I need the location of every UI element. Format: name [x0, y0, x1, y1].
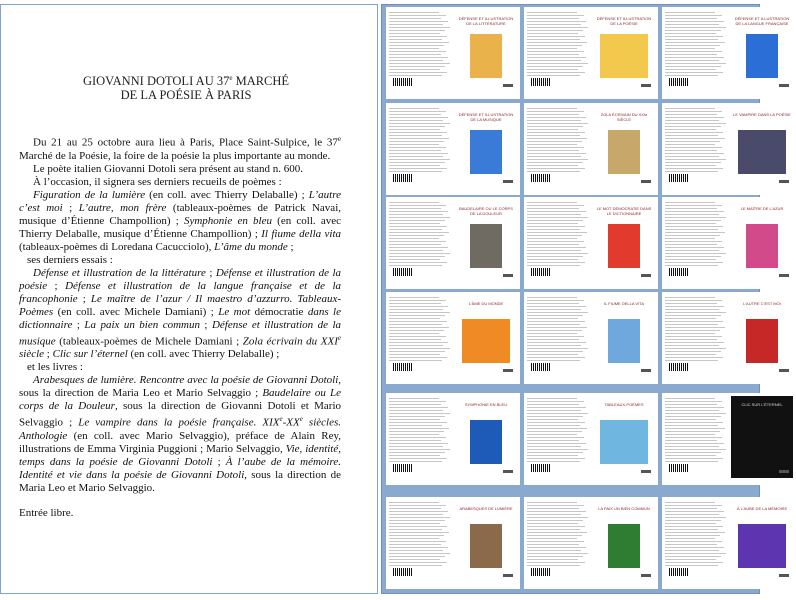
book-front-cover — [455, 10, 517, 92]
paragraph-intro — [19, 133, 341, 163]
book-front-cover — [593, 106, 655, 188]
title-line-2: DE LA POÉSIE À PARIS — [120, 88, 252, 103]
book-cover-tile[interactable] — [662, 497, 796, 589]
publisher-logo-icon — [779, 574, 789, 577]
book-back-cover — [527, 396, 589, 478]
publisher-logo-icon — [503, 574, 513, 577]
title-superscript: e — [229, 74, 233, 82]
document-body — [19, 133, 341, 520]
barcode-icon — [669, 568, 689, 576]
essays-run: dans le dictionnaire — [19, 305, 341, 331]
poems-run: L’autre c’est moi — [19, 188, 341, 214]
book-cover-tile[interactable] — [524, 497, 658, 589]
book-front-cover — [731, 10, 793, 92]
publisher-logo-icon — [779, 84, 789, 87]
essays-run: Le maître de l’azur / Il maestro d’azzurro. Tableaux-Poèmes — [19, 292, 341, 318]
poems-run: (tableaux-poèmes de Patrick Navai, musique d’Étienne Champollion) ; — [19, 201, 342, 227]
book-cover-title: TABLEAUX-POÈMES — [604, 402, 644, 407]
book-front-cover — [455, 200, 517, 282]
essays-run: Défense et illustration de la langue française et de la francophonie — [19, 279, 341, 305]
publisher-logo-icon — [779, 274, 789, 277]
publisher-logo-icon — [503, 274, 513, 277]
book-cover-title: LE MAÎTRE DE L’AZUR — [740, 206, 784, 211]
book-cover-title: LA PAIX UN BIEN COMMUN — [598, 506, 650, 511]
poems-run: ; — [62, 201, 79, 214]
cover-artwork-image — [608, 319, 640, 363]
book-cover-title: DÉFENSE ET ILLUSTRATION DE LA MUSIQUE — [458, 112, 514, 122]
cover-artwork-image — [738, 130, 786, 174]
publisher-logo-icon — [779, 369, 789, 372]
book-cover-tile[interactable] — [386, 197, 520, 289]
book-cover-tile[interactable] — [524, 393, 658, 485]
book-cover-title: DÉFENSE ET ILLUSTRATION DE LA LITTÉRATURE — [458, 16, 514, 26]
publisher-logo-icon — [641, 574, 651, 577]
book-cover-tile[interactable] — [662, 393, 796, 485]
barcode-icon — [669, 363, 689, 371]
cover-artwork-image — [470, 420, 502, 464]
book-cover-title: ARABESQUES DE LUMIÈRE — [459, 506, 513, 511]
paragraph-entry: Entrée libre. — [19, 506, 74, 519]
essay-list — [19, 267, 341, 362]
book-back-cover — [389, 10, 451, 92]
book-cover-title: ZOLA ÉCRIVAIN DU XXIe SIÈCLE — [600, 112, 648, 122]
book-back-cover — [665, 200, 727, 282]
essays-run: Zola écrivain du XXI — [242, 335, 338, 348]
book-front-cover — [593, 10, 655, 92]
book-cover-tile[interactable] — [662, 197, 796, 289]
essays-run: Défense et illustration de la poésie — [19, 266, 341, 292]
book-cover-title: DÉFENSE ET ILLUSTRATION DE LA POÉSIE — [596, 16, 652, 26]
book-cover-tile[interactable] — [524, 103, 658, 195]
publisher-logo-icon — [503, 180, 513, 183]
book-back-cover — [527, 106, 589, 188]
barcode-icon — [669, 174, 689, 182]
cover-artwork-image — [470, 224, 502, 268]
books-run: Arabesques de lumière. Rencontre avec la poésie de Giovanni Dotoli — [33, 374, 339, 387]
book-front-cover — [731, 396, 793, 478]
book-front-cover — [731, 500, 793, 582]
cover-artwork-image — [600, 420, 648, 464]
publisher-logo-icon — [641, 274, 651, 277]
essays-run: ; — [77, 292, 91, 305]
books-run: Vie, identité, temps dans la poésie de Giovanni Dotoli — [19, 442, 341, 468]
essays-run: Clic sur l’éternel — [52, 348, 128, 361]
essays-run: démocratie — [254, 305, 304, 318]
essays-run: (en coll. avec Thierry Delaballe) ; — [127, 348, 280, 361]
book-cover-tile[interactable] — [524, 292, 658, 384]
book-front-cover — [731, 200, 793, 282]
book-cover-tile[interactable] — [662, 103, 796, 195]
books-run: Baudelaire ou Le corps de la Douleur — [19, 387, 341, 413]
book-back-cover — [389, 106, 451, 188]
book-cover-tile[interactable] — [524, 7, 658, 99]
barcode-icon — [669, 268, 689, 276]
book-cover-tile[interactable] — [524, 197, 658, 289]
book-cover-tile[interactable] — [386, 103, 520, 195]
book-back-cover — [389, 500, 451, 582]
cover-artwork-image — [738, 524, 786, 568]
essays-run: ; — [44, 348, 53, 361]
cover-artwork-image — [746, 34, 778, 78]
book-front-cover — [593, 396, 655, 478]
cover-artwork-image — [746, 224, 778, 268]
books-run: Le vampire dans la poésie française. XIX — [78, 416, 280, 429]
book-front-cover — [455, 500, 517, 582]
barcode-icon — [393, 78, 413, 86]
book-back-cover — [527, 10, 589, 92]
publisher-logo-icon — [641, 369, 651, 372]
paragraph-occasion: À l’occasion, il signera ses derniers recueils de poèmes : — [33, 175, 282, 188]
publisher-logo-icon — [503, 369, 513, 372]
paragraph-stand: Le poète italien Giovanni Dotoli sera présent au stand n. 600. — [33, 162, 304, 175]
barcode-icon — [669, 464, 689, 472]
poems-run: Il fiume della vita — [261, 227, 342, 240]
book-front-cover — [593, 500, 655, 582]
book-cover-title: DÉFENSE ET ILLUSTRATION DE LA LANGUE FRANÇAISE — [734, 16, 790, 26]
cover-artwork-image — [462, 319, 510, 363]
books-run: , sous la direction de Maria Leo et Mario Selvaggio. — [19, 468, 341, 494]
book-front-cover — [455, 396, 517, 478]
cover-artwork-image — [608, 224, 640, 268]
barcode-icon — [669, 78, 689, 86]
cover-artwork-image — [735, 410, 789, 470]
title-line-1 — [41, 71, 331, 88]
cover-artwork-image — [470, 34, 502, 78]
poems-run: (en coll. avec Thierry Delaballe, musique d’Étienne Champollion) ; — [19, 214, 341, 240]
poems-run: (en coll. avec Thierry Delaballe) ; — [145, 188, 309, 201]
barcode-icon — [531, 78, 551, 86]
publisher-logo-icon — [641, 470, 651, 473]
books-run: ; — [212, 455, 226, 468]
books-run: siècles. Anthologie — [19, 416, 341, 442]
intro-text: Du 21 au 25 octobre aura lieu à Paris, Place Saint-Sulpice, le 37 — [33, 136, 338, 149]
cover-artwork-image — [608, 524, 640, 568]
cover-artwork-image — [470, 524, 502, 568]
barcode-icon — [531, 464, 551, 472]
book-cover-title: À L’AUBE DE LA MÉMOIRE — [736, 506, 788, 511]
book-cover-tile[interactable] — [386, 7, 520, 99]
title-text-rest: MARCHÉ — [232, 74, 290, 89]
barcode-icon — [531, 268, 551, 276]
book-back-cover — [665, 295, 727, 377]
title-text: GIOVANNI DOTOLI AU 37 — [82, 74, 230, 89]
book-front-cover — [455, 106, 517, 188]
press-release-document — [0, 4, 378, 594]
essays-run: (en coll. avec Michele Damiani) ; — [53, 305, 219, 318]
book-cover-gallery — [381, 4, 791, 594]
book-cover-tile[interactable] — [386, 292, 520, 384]
poems-run: ; — [287, 240, 294, 253]
paragraph-books-heading: et les livres : — [27, 361, 83, 374]
poems-run: L’âme du monde — [214, 240, 288, 253]
essays-run: ; — [47, 279, 66, 292]
books-run: , sous la direction de Giovanni Dotoli et Mario Selvaggio ; — [19, 400, 342, 429]
book-front-cover — [593, 295, 655, 377]
book-cover-title: SYMPHONIE EN BLEU — [464, 402, 508, 407]
poems-run: Symphonie en bleu — [183, 214, 272, 227]
books-run: À l’aube de la mémoire. Identité et vie dans la poésie de Giovanni Dotoli — [19, 455, 341, 481]
barcode-icon — [531, 568, 551, 576]
book-front-cover — [731, 295, 793, 377]
cover-artwork-image — [746, 319, 778, 363]
barcode-icon — [531, 174, 551, 182]
book-back-cover — [389, 396, 451, 478]
publisher-logo-icon — [503, 84, 513, 87]
poems-run: (tableaux-poèmes di Loredana Cacucciolo), — [19, 240, 215, 253]
poems-run: Figuration de la lumière — [33, 188, 146, 201]
essays-run: Défense et illustration de la littérature — [33, 266, 206, 279]
essays-run: ; — [72, 318, 85, 331]
books-run: e — [299, 415, 303, 424]
essays-run: (tableaux-poèmes de Michele Damiani ; — [55, 335, 243, 348]
book-back-cover — [527, 295, 589, 377]
book-back-cover — [527, 200, 589, 282]
essays-run: ; — [205, 266, 216, 279]
book-cover-title: CLIC SUR L’ÉTERNEL — [741, 402, 783, 407]
essays-run: La paix un bien commun — [84, 318, 200, 331]
book-front-cover — [731, 106, 793, 188]
books-run: e — [279, 415, 283, 424]
books-run: -XX — [282, 416, 300, 429]
essays-run: ; — [199, 318, 212, 331]
book-front-cover — [455, 295, 517, 377]
book-cover-title: LE VAMPIRE DANS LA POÉSIE — [733, 112, 791, 117]
book-back-cover — [665, 500, 727, 582]
paragraph-essays-heading: ses derniers essais : — [27, 253, 113, 266]
publisher-logo-icon — [779, 470, 789, 473]
spacer — [19, 495, 341, 507]
essays-run: e — [337, 333, 341, 342]
book-back-cover — [665, 106, 727, 188]
book-cover-title: LE MOT DÉMOCRATIE DANS LE DICTIONNAIRE — [596, 206, 652, 216]
book-cover-tile[interactable] — [662, 292, 796, 384]
book-back-cover — [665, 396, 727, 478]
book-back-cover — [665, 10, 727, 92]
book-cover-title: IL FIUME DELLA VITA — [603, 301, 644, 306]
book-cover-title: L’AUTRE C’EST MOI — [743, 301, 781, 306]
poem-list — [19, 189, 341, 254]
book-list — [19, 374, 341, 495]
poems-run: L’autre, mon frère — [78, 201, 167, 214]
essays-run: Défense et illustration de la musique — [19, 318, 341, 348]
books-run: , sous la direction de Maria Leo et Mario Selvaggio ; — [19, 374, 341, 400]
book-back-cover — [389, 200, 451, 282]
page-title — [41, 71, 331, 102]
barcode-icon — [393, 174, 413, 182]
book-cover-title: L’ÂME DU MONDE — [468, 301, 504, 306]
publisher-logo-icon — [641, 180, 651, 183]
essays-run: siècle — [19, 348, 45, 361]
essays-run: Le mot — [218, 305, 255, 318]
intro-superscript: e — [337, 135, 341, 143]
publisher-logo-icon — [779, 180, 789, 183]
barcode-icon — [393, 363, 413, 371]
publisher-logo-icon — [503, 470, 513, 473]
books-run: (en coll. avec Mario Selvaggio), préface de Alain Rey, illustrations de Emma Virginia Puggioni ; Mario Selvaggio, — [19, 429, 341, 455]
intro-text-rest: Marché de la Poésie, la foire de la poésie la plus importante au monde. — [19, 149, 331, 162]
barcode-icon — [531, 363, 551, 371]
book-cover-tile[interactable] — [386, 497, 520, 589]
book-cover-tile[interactable] — [386, 393, 520, 485]
book-back-cover — [389, 295, 451, 377]
barcode-icon — [393, 268, 413, 276]
book-back-cover — [527, 500, 589, 582]
publisher-logo-icon — [641, 84, 651, 87]
cover-artwork-image — [600, 34, 648, 78]
cover-artwork-image — [470, 130, 502, 174]
book-cover-title: BAUDELAIRE OU LE CORPS DE LA DOULEUR — [459, 206, 513, 216]
book-cover-tile[interactable] — [662, 7, 796, 99]
barcode-icon — [393, 568, 413, 576]
cover-artwork-image — [608, 130, 640, 174]
barcode-icon — [393, 464, 413, 472]
book-front-cover — [593, 200, 655, 282]
